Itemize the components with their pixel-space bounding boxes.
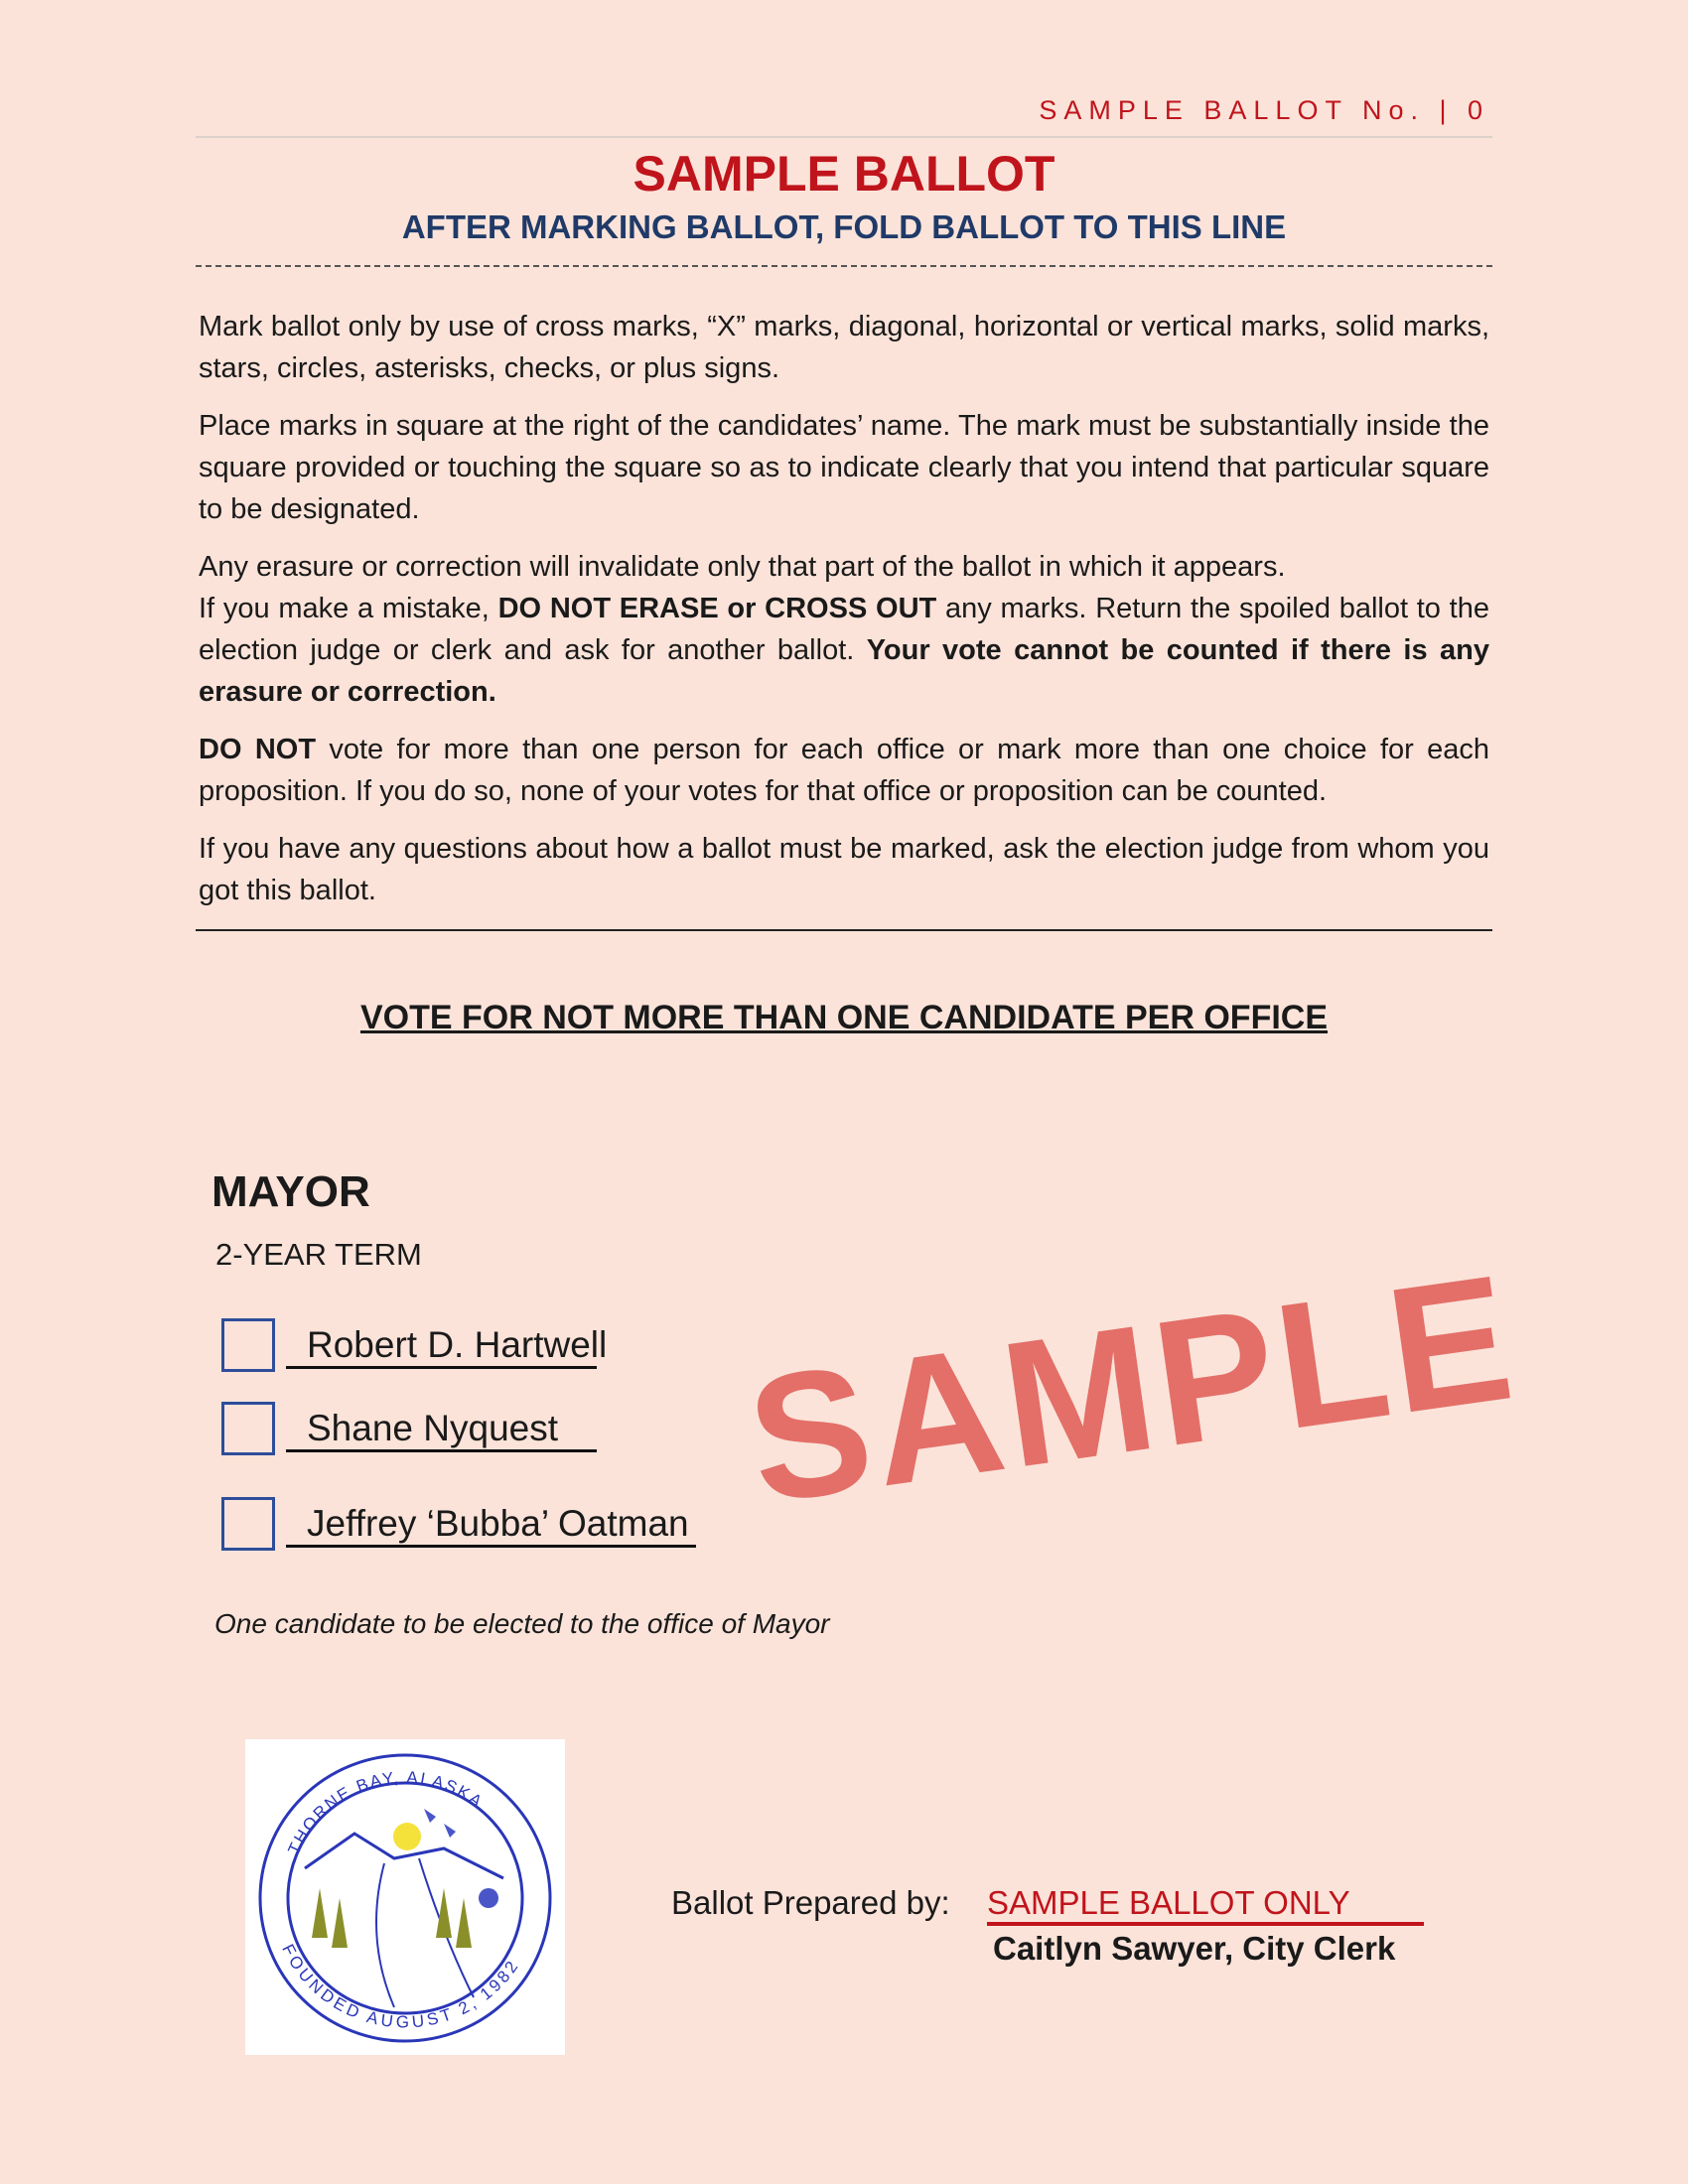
city-seal-logo (245, 1739, 565, 2055)
office-title: MAYOR (211, 1167, 370, 1216)
erasure-text: Any erasure or correction will invalidate only that part of the ballot in which it appears. (199, 551, 1286, 583)
page-title: SAMPLE BALLOT (633, 146, 1055, 202)
vote-heading: VOTE FOR NOT MORE THAN ONE CANDIDATE PER OFFICE (359, 999, 1329, 1036)
instructions-divider (196, 929, 1492, 931)
seal-bottom-text: FOUNDED AUGUST 2, 1982 (278, 1941, 523, 2032)
sample-watermark: SAMPLE (737, 1237, 1527, 1542)
mistake-text: If you make a mistake, (199, 593, 498, 624)
prepared-by-value: SAMPLE BALLOT ONLY (987, 1884, 1424, 1926)
do-not: DO NOT (199, 734, 317, 765)
warning-text: Your vote cannot be counted if there is any erasure or correction. (199, 634, 1489, 708)
return-text: any marks. Return the spoiled ballot to the election judge or clerk and ask for another ballot. (199, 593, 1489, 666)
instruction-overvote (199, 729, 1489, 812)
instruction-marks: Mark ballot only by use of cross marks, “X” marks, diagonal, horizontal or vertical marks, solid marks, stars, circles, asterisks, checks, or plus signs. (199, 311, 1489, 384)
candidate-name: Shane Nyquest (286, 1408, 597, 1452)
clerk-name: Caitlyn Sawyer, City Clerk (993, 1930, 1396, 1967)
candidate-name: Robert D. Hartwell (286, 1324, 597, 1369)
candidate-checkbox[interactable] (221, 1497, 275, 1551)
instruction-questions: If you have any questions about how a ballot must be marked, ask the election judge from whom you got this ballot. (199, 833, 1489, 906)
fold-line (196, 265, 1492, 267)
fold-instruction: AFTER MARKING BALLOT, FOLD BALLOT TO THIS LINE (401, 208, 1287, 245)
instructions (199, 306, 1489, 927)
do-not-erase: DO NOT ERASE or CROSS OUT (497, 593, 937, 624)
instruction-placement: Place marks in square at the right of the candidates’ name. The mark must be substantially inside the square provided or touching the square so as to indicate clearly that you intend that particular square to be designated. (199, 410, 1489, 525)
candidate-name: Jeffrey ‘Bubba’ Oatman (286, 1503, 696, 1548)
office-term: 2-YEAR TERM (215, 1237, 422, 1272)
candidate-checkbox[interactable] (221, 1318, 275, 1372)
candidate-checkbox[interactable] (221, 1402, 275, 1455)
instruction-erasure (199, 546, 1489, 713)
prepared-by-label: Ballot Prepared by: (671, 1884, 950, 1921)
overvote-text: vote for more than one person for each office or mark more than one choice for each proposition. If you do so, none of your votes for that office or proposition can be counted. (199, 734, 1489, 807)
seal-top-text: THORNE BAY, ALASKA (284, 1767, 488, 1857)
header-divider (196, 136, 1492, 138)
ballot-number-header: SAMPLE BALLOT No. | 0 (1039, 95, 1489, 125)
office-note: One candidate to be elected to the office of Mayor (214, 1608, 830, 1639)
